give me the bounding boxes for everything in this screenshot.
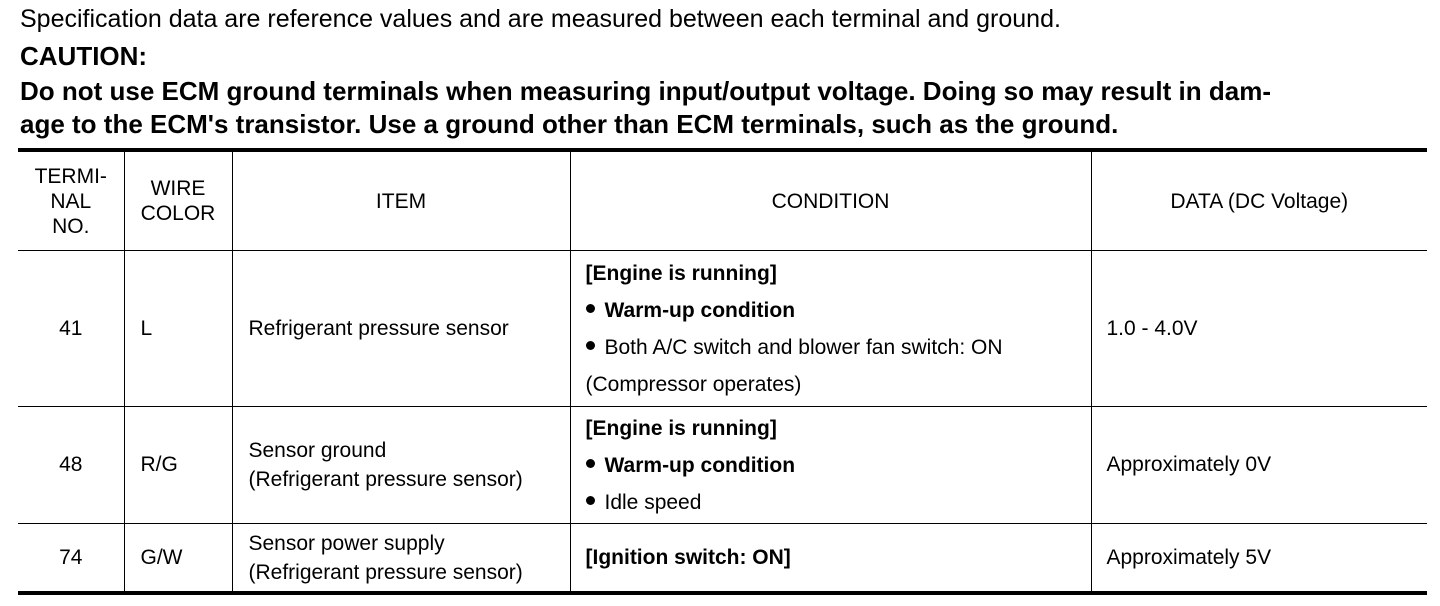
header-condition: CONDITION (570, 150, 1091, 251)
header-wire-line2: COLOR (140, 202, 216, 225)
item-subtitle: (Refrigerant pressure sensor) (248, 560, 523, 584)
condition-cell (570, 524, 1091, 594)
condition-bullet (586, 292, 1091, 329)
caution-line-2: age to the ECM's transistor. Use a ground other than ECM terminals, such as the ground. (20, 109, 1119, 139)
header-terminal-line3: NO. (52, 214, 90, 238)
header-wire-line1: WIRE (150, 177, 206, 200)
condition-bullet-text: Both A/C switch and blower fan switch: ON (604, 335, 1003, 359)
item-name: Refrigerant pressure sensor (248, 317, 509, 340)
bullet-icon (586, 341, 595, 350)
item-subtitle: (Refrigerant pressure sensor) (248, 468, 523, 491)
header-wire-color (124, 150, 232, 251)
item-name: Sensor power supply (248, 531, 445, 555)
table-row (18, 407, 1427, 524)
wire-color: L (124, 251, 232, 407)
terminal-number: 48 (18, 407, 124, 524)
terminal-spec-table (18, 148, 1427, 595)
condition-bullet (586, 329, 1091, 366)
header-terminal-line2: NAL (50, 189, 92, 213)
header-data: DATA (DC Voltage) (1091, 150, 1427, 251)
condition-note: (Compressor operates) (585, 372, 802, 396)
intro-text: Specification data are reference values and are measured between each terminal and ground. (20, 5, 1061, 33)
table-header-row (18, 150, 1427, 251)
data-value: Approximately 0V (1091, 407, 1427, 524)
table-row (18, 524, 1427, 594)
condition-heading: [Engine is running] (585, 261, 777, 285)
data-value: Approximately 5V (1091, 524, 1427, 594)
caution-title: CAUTION: (20, 41, 148, 71)
condition-cell (570, 407, 1091, 524)
condition-bullet (586, 484, 1091, 521)
item-cell (232, 524, 570, 594)
condition-bullet-text: Idle speed (604, 490, 702, 514)
wire-color: R/G (124, 407, 232, 524)
terminal-number: 41 (18, 251, 124, 407)
header-item: ITEM (232, 150, 570, 251)
condition-bullet-text: Warm-up condition (604, 453, 796, 477)
condition-heading: [Ignition switch: ON] (585, 546, 791, 569)
condition-heading: [Engine is running] (585, 416, 777, 440)
caution-line-1: Do not use ECM ground terminals when measuring input/output voltage. Doing so may result in dam- (20, 76, 1271, 106)
bullet-icon (586, 304, 595, 313)
item-name: Sensor ground (248, 439, 387, 462)
caution-body (20, 75, 1430, 141)
wire-color: G/W (124, 524, 232, 594)
condition-bullet (586, 447, 1091, 484)
table-row (18, 251, 1427, 407)
condition-bullet-text: Warm-up condition (604, 298, 796, 322)
item-cell (232, 251, 570, 407)
bullet-icon (586, 459, 595, 468)
data-value: 1.0 - 4.0V (1091, 251, 1427, 407)
condition-cell (570, 251, 1091, 407)
header-terminal-line1: TERMI- (34, 164, 107, 188)
item-cell (232, 407, 570, 524)
bullet-icon (586, 496, 595, 505)
header-terminal-no (18, 150, 124, 251)
terminal-number: 74 (18, 524, 124, 594)
